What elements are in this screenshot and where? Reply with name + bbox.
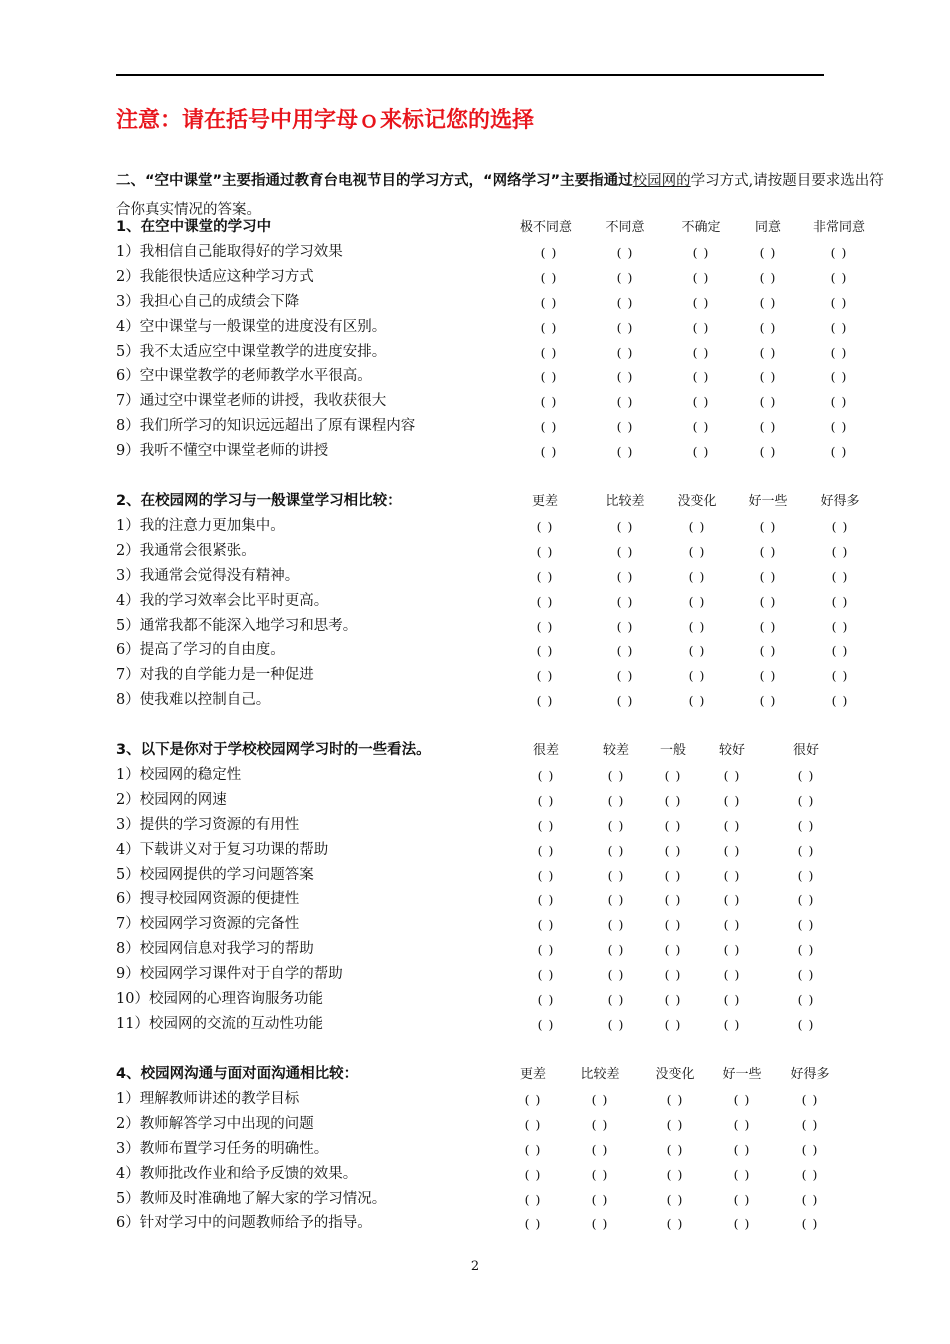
answer-parentheses[interactable]: ( ) — [666, 1091, 684, 1107]
answer-parentheses[interactable]: ( ) — [616, 319, 634, 335]
option-header: 较差 — [602, 743, 630, 758]
answer-parentheses[interactable]: ( ) — [692, 369, 710, 385]
answer-parentheses[interactable]: ( ) — [666, 1166, 684, 1182]
answer-parentheses[interactable]: ( ) — [688, 568, 706, 584]
answer-parentheses[interactable]: ( ) — [591, 1091, 609, 1107]
question-text: 4）教师批改作业和给予反馈的效果。 — [116, 1165, 358, 1182]
option-header: 很差 — [532, 743, 560, 758]
answer-parentheses[interactable]: ( ) — [616, 269, 634, 285]
answer-parentheses[interactable]: ( ) — [733, 1091, 751, 1107]
option-header: 好一些 — [722, 1067, 762, 1082]
answer-parentheses[interactable]: ( ) — [664, 917, 682, 933]
section-header-row — [0, 215, 950, 240]
answer-parentheses[interactable]: ( ) — [759, 593, 777, 609]
answer-parentheses[interactable]: ( ) — [797, 967, 815, 983]
answer-parentheses[interactable]: ( ) — [801, 1141, 819, 1157]
option-header: 很好 — [792, 743, 820, 758]
question-text: 6）搜寻校园网资源的便捷性 — [116, 891, 300, 908]
answer-parentheses[interactable]: ( ) — [692, 344, 710, 360]
answer-parentheses[interactable]: ( ) — [664, 767, 682, 783]
answer-parentheses[interactable]: ( ) — [536, 568, 554, 584]
question-row — [0, 1162, 950, 1187]
answer-parentheses[interactable]: ( ) — [688, 668, 706, 684]
answer-parentheses[interactable]: ( ) — [616, 394, 634, 410]
question-text: 6）针对学习中的问题教师给予的指导。 — [116, 1215, 372, 1232]
answer-parentheses[interactable]: ( ) — [723, 817, 741, 833]
option-header: 同意 — [754, 220, 782, 235]
answer-parentheses[interactable]: ( ) — [540, 319, 558, 335]
answer-parentheses[interactable]: ( ) — [733, 1216, 751, 1232]
question-row — [0, 937, 950, 962]
answer-parentheses[interactable]: ( ) — [759, 269, 777, 285]
question-row — [0, 813, 950, 838]
answer-parentheses[interactable]: ( ) — [537, 942, 555, 958]
section-title: 3、以下是你对于学校校园网学习时的一些看法。 — [116, 742, 431, 758]
answer-parentheses[interactable]: ( ) — [801, 1191, 819, 1207]
option-header: 一般 — [659, 743, 687, 758]
option-header: 更差 — [531, 494, 559, 509]
option-header: 好一些 — [748, 494, 788, 509]
section-title: 4、校园网沟通与面对面沟通相比较： — [116, 1066, 359, 1082]
answer-parentheses[interactable]: ( ) — [688, 543, 706, 559]
question-text: 6）空中课堂教学的老师教学水平很高。 — [116, 368, 372, 385]
answer-parentheses[interactable]: ( ) — [540, 369, 558, 385]
answer-parentheses[interactable]: ( ) — [537, 917, 555, 933]
question-row — [0, 1112, 950, 1137]
answer-parentheses[interactable]: ( ) — [759, 643, 777, 659]
answer-parentheses[interactable]: ( ) — [801, 1091, 819, 1107]
answer-parentheses[interactable]: ( ) — [797, 942, 815, 958]
answer-parentheses[interactable]: ( ) — [524, 1216, 542, 1232]
question-row — [0, 564, 950, 589]
question-text: 8）我们所学习的知识远远超出了原有课程内容 — [116, 418, 416, 435]
answer-parentheses[interactable]: ( ) — [831, 593, 849, 609]
answer-parentheses[interactable]: ( ) — [607, 867, 625, 883]
section-header-row — [0, 738, 950, 763]
answer-parentheses[interactable]: ( ) — [830, 319, 848, 335]
question-row — [0, 788, 950, 813]
answer-parentheses[interactable]: ( ) — [723, 992, 741, 1007]
answer-parentheses[interactable]: ( ) — [616, 693, 634, 709]
question-row — [0, 240, 950, 265]
question-row — [0, 589, 950, 614]
answer-parentheses[interactable]: ( ) — [664, 842, 682, 858]
answer-parentheses[interactable]: ( ) — [831, 668, 849, 684]
answer-parentheses[interactable]: ( ) — [723, 1016, 741, 1032]
question-text: 8）使我难以控制自己。 — [116, 692, 271, 709]
answer-parentheses[interactable]: ( ) — [524, 1116, 542, 1132]
question-text: 1）我的注意力更加集中。 — [116, 517, 285, 534]
answer-parentheses[interactable]: ( ) — [830, 394, 848, 410]
answer-parentheses[interactable]: ( ) — [607, 817, 625, 833]
answer-parentheses[interactable]: ( ) — [723, 917, 741, 933]
answer-parentheses[interactable]: ( ) — [759, 543, 777, 559]
answer-parentheses[interactable]: ( ) — [540, 269, 558, 285]
question-text: 2）教师解答学习中出现的问题 — [116, 1115, 314, 1132]
question-row — [0, 389, 950, 414]
answer-parentheses[interactable]: ( ) — [666, 1116, 684, 1132]
question-row — [0, 514, 950, 539]
answer-parentheses[interactable]: ( ) — [537, 967, 555, 983]
answer-parentheses[interactable]: ( ) — [666, 1141, 684, 1157]
question-text: 2）我能很快适应这种学习方式 — [116, 268, 314, 285]
answer-parentheses[interactable]: ( ) — [524, 1141, 542, 1157]
answer-parentheses[interactable]: ( ) — [537, 992, 555, 1007]
answer-parentheses[interactable]: ( ) — [616, 643, 634, 659]
question-text: 2）我通常会很紧张。 — [116, 542, 256, 559]
answer-parentheses[interactable]: ( ) — [692, 269, 710, 285]
answer-parentheses[interactable]: ( ) — [797, 867, 815, 883]
answer-parentheses[interactable]: ( ) — [797, 767, 815, 783]
question-row — [0, 340, 950, 365]
answer-parentheses[interactable]: ( ) — [664, 942, 682, 958]
answer-parentheses[interactable]: ( ) — [831, 568, 849, 584]
answer-parentheses[interactable]: ( ) — [616, 244, 634, 260]
question-text: 6）提高了学习的自由度。 — [116, 642, 285, 659]
answer-parentheses[interactable]: ( ) — [537, 792, 555, 808]
answer-parentheses[interactable]: ( ) — [616, 618, 634, 634]
answer-parentheses[interactable]: ( ) — [723, 767, 741, 783]
question-row — [0, 290, 950, 315]
answer-parentheses[interactable]: ( ) — [540, 444, 558, 460]
section-title: 2、在校园网的学习与一般课堂学习相比较： — [116, 493, 402, 509]
answer-parentheses[interactable]: ( ) — [616, 294, 634, 310]
answer-parentheses[interactable]: ( ) — [723, 942, 741, 958]
answer-parentheses[interactable]: ( ) — [759, 419, 777, 435]
answer-parentheses[interactable]: ( ) — [723, 842, 741, 858]
answer-parentheses[interactable]: ( ) — [536, 518, 554, 534]
answer-parentheses[interactable]: ( ) — [536, 643, 554, 659]
question-text: 5）校园网提供的学习问题答案 — [116, 866, 314, 883]
question-row — [0, 688, 950, 713]
question-text: 3）提供的学习资源的有用性 — [116, 816, 300, 833]
question-text: 3）教师布置学习任务的明确性。 — [116, 1140, 329, 1157]
answer-parentheses[interactable]: ( ) — [759, 244, 777, 260]
option-header: 好得多 — [820, 494, 860, 509]
option-header: 比较差 — [580, 1067, 620, 1082]
answer-parentheses[interactable]: ( ) — [537, 892, 555, 908]
answer-parentheses[interactable]: ( ) — [607, 967, 625, 983]
answer-parentheses[interactable]: ( ) — [831, 543, 849, 559]
question-row — [0, 1187, 950, 1212]
answer-parentheses[interactable]: ( ) — [759, 344, 777, 360]
answer-parentheses[interactable]: ( ) — [524, 1191, 542, 1207]
answer-parentheses[interactable]: ( ) — [759, 668, 777, 684]
option-header: 极不同意 — [519, 220, 573, 235]
answer-parentheses[interactable]: ( ) — [688, 693, 706, 709]
answer-parentheses[interactable]: ( ) — [733, 1116, 751, 1132]
answer-parentheses[interactable]: ( ) — [607, 917, 625, 933]
answer-parentheses[interactable]: ( ) — [540, 394, 558, 410]
answer-parentheses[interactable]: ( ) — [830, 294, 848, 310]
question-row — [0, 1211, 950, 1236]
answer-parentheses[interactable]: ( ) — [666, 1216, 684, 1232]
option-header: 不确定 — [681, 220, 721, 235]
answer-parentheses[interactable]: ( ) — [723, 792, 741, 808]
answer-parentheses[interactable]: ( ) — [616, 518, 634, 534]
answer-parentheses[interactable]: ( ) — [801, 1216, 819, 1232]
section-title: 1、在空中课堂的学习中 — [116, 219, 272, 235]
answer-parentheses[interactable]: ( ) — [607, 942, 625, 958]
question-text: 1）校园网的稳定性 — [116, 766, 242, 783]
answer-parentheses[interactable]: ( ) — [723, 867, 741, 883]
question-row — [0, 315, 950, 340]
answer-parentheses[interactable]: ( ) — [537, 867, 555, 883]
answer-parentheses[interactable]: ( ) — [607, 842, 625, 858]
question-row — [0, 763, 950, 788]
answer-parentheses[interactable]: ( ) — [616, 344, 634, 360]
option-header: 好得多 — [790, 1067, 830, 1082]
answer-parentheses[interactable]: ( ) — [830, 269, 848, 285]
option-header: 不同意 — [605, 220, 645, 235]
question-text: 5）我不太适应空中课堂教学的进度安排。 — [116, 343, 387, 360]
question-text: 7）校园网学习资源的完备性 — [116, 916, 300, 933]
question-text: 1）我相信自己能取得好的学习效果 — [116, 243, 343, 260]
answer-parentheses[interactable]: ( ) — [831, 618, 849, 634]
question-text: 10）校园网的心理咨询服务功能 — [116, 991, 323, 1007]
question-row — [0, 265, 950, 290]
answer-parentheses[interactable]: ( ) — [666, 1191, 684, 1207]
answer-parentheses[interactable]: ( ) — [830, 444, 848, 460]
answer-parentheses[interactable]: ( ) — [616, 419, 634, 435]
answer-parentheses[interactable]: ( ) — [536, 618, 554, 634]
intro-rest: 学习方式,请按题目要求选出符合你真实情况的答案。 — [116, 173, 884, 218]
answer-parentheses[interactable]: ( ) — [797, 1016, 815, 1032]
answer-parentheses[interactable]: ( ) — [607, 1016, 625, 1032]
question-row — [0, 1137, 950, 1162]
answer-parentheses[interactable]: ( ) — [692, 244, 710, 260]
question-text: 1）理解教师讲述的教学目标 — [116, 1090, 300, 1107]
answer-parentheses[interactable]: ( ) — [733, 1166, 751, 1182]
answer-parentheses[interactable]: ( ) — [759, 394, 777, 410]
answer-parentheses[interactable]: ( ) — [688, 593, 706, 609]
answer-parentheses[interactable]: ( ) — [524, 1166, 542, 1182]
answer-parentheses[interactable]: ( ) — [733, 1191, 751, 1207]
answer-parentheses[interactable]: ( ) — [616, 369, 634, 385]
answer-parentheses[interactable]: ( ) — [536, 693, 554, 709]
question-text: 3）我担心自己的成绩会下降 — [116, 293, 300, 310]
answer-parentheses[interactable]: ( ) — [797, 992, 815, 1007]
answer-parentheses[interactable]: ( ) — [723, 967, 741, 983]
answer-parentheses[interactable]: ( ) — [616, 593, 634, 609]
answer-parentheses[interactable]: ( ) — [616, 668, 634, 684]
question-row — [0, 912, 950, 937]
section-header-row — [0, 1062, 950, 1087]
answer-parentheses[interactable]: ( ) — [830, 419, 848, 435]
answer-parentheses[interactable]: ( ) — [830, 244, 848, 260]
question-row — [0, 614, 950, 639]
answer-parentheses[interactable]: ( ) — [664, 892, 682, 908]
question-text: 5）教师及时准确地了解大家的学习情况。 — [116, 1190, 387, 1207]
answer-parentheses[interactable]: ( ) — [537, 767, 555, 783]
answer-parentheses[interactable]: ( ) — [759, 693, 777, 709]
option-header: 非常同意 — [812, 220, 866, 235]
question-row — [0, 887, 950, 912]
answer-parentheses[interactable]: ( ) — [692, 419, 710, 435]
answer-parentheses[interactable]: ( ) — [664, 792, 682, 808]
answer-parentheses[interactable]: ( ) — [830, 344, 848, 360]
answer-parentheses[interactable]: ( ) — [536, 543, 554, 559]
question-text: 4）空中课堂与一般课堂的进度没有区别。 — [116, 318, 387, 335]
option-header: 比较差 — [605, 494, 645, 509]
intro-underlined: 校园网的 — [632, 173, 691, 189]
answer-parentheses[interactable]: ( ) — [692, 294, 710, 310]
question-row — [0, 638, 950, 663]
section-header-row — [0, 489, 950, 514]
question-text: 4）我的学习效率会比平时更高。 — [116, 592, 329, 609]
intro-bold: 二、“空中课堂”主要指通过教育台电视节目的学习方式，“网络学习”主要指通过 — [116, 173, 633, 189]
question-text: 11）校园网的交流的互动性功能 — [116, 1015, 323, 1032]
option-header: 没变化 — [655, 1067, 695, 1082]
answer-parentheses[interactable]: ( ) — [664, 1016, 682, 1032]
answer-parentheses[interactable]: ( ) — [536, 668, 554, 684]
answer-parentheses[interactable]: ( ) — [540, 294, 558, 310]
answer-parentheses[interactable]: ( ) — [616, 444, 634, 460]
question-row — [0, 663, 950, 688]
answer-parentheses[interactable]: ( ) — [801, 1166, 819, 1182]
option-header: 更差 — [519, 1067, 547, 1082]
question-row — [0, 414, 950, 439]
answer-parentheses[interactable]: ( ) — [759, 444, 777, 460]
answer-parentheses[interactable]: ( ) — [692, 394, 710, 410]
top-rule — [116, 74, 824, 76]
answer-parentheses[interactable]: ( ) — [524, 1091, 542, 1107]
answer-parentheses[interactable]: ( ) — [692, 444, 710, 460]
question-row — [0, 987, 950, 1012]
answer-parentheses[interactable]: ( ) — [759, 369, 777, 385]
answer-parentheses[interactable]: ( ) — [733, 1141, 751, 1157]
answer-parentheses[interactable]: ( ) — [537, 842, 555, 858]
answer-parentheses[interactable]: ( ) — [692, 319, 710, 335]
answer-parentheses[interactable]: ( ) — [591, 1116, 609, 1132]
answer-parentheses[interactable]: ( ) — [759, 518, 777, 534]
answer-parentheses[interactable]: ( ) — [688, 618, 706, 634]
question-row — [0, 364, 950, 389]
answer-parentheses[interactable]: ( ) — [759, 568, 777, 584]
answer-parentheses[interactable]: ( ) — [797, 817, 815, 833]
question-text: 2）校园网的网速 — [116, 791, 227, 808]
question-row — [0, 962, 950, 987]
question-row — [0, 838, 950, 863]
answer-parentheses[interactable]: ( ) — [664, 967, 682, 983]
answer-parentheses[interactable]: ( ) — [797, 917, 815, 933]
option-header: 没变化 — [677, 494, 717, 509]
answer-parentheses[interactable]: ( ) — [591, 1191, 609, 1207]
question-row — [0, 863, 950, 888]
answer-parentheses[interactable]: ( ) — [591, 1216, 609, 1232]
answer-parentheses[interactable]: ( ) — [616, 568, 634, 584]
answer-parentheses[interactable]: ( ) — [607, 892, 625, 908]
question-text: 3）我通常会觉得没有精神。 — [116, 567, 300, 584]
option-header: 较好 — [718, 743, 746, 758]
answer-parentheses[interactable]: ( ) — [540, 244, 558, 260]
answer-parentheses[interactable]: ( ) — [591, 1166, 609, 1182]
answer-parentheses[interactable]: ( ) — [664, 992, 682, 1007]
question-row — [0, 439, 950, 464]
answer-parentheses[interactable]: ( ) — [591, 1141, 609, 1157]
question-text: 9）我听不懂空中课堂老师的讲授 — [116, 443, 329, 460]
answer-parentheses[interactable]: ( ) — [797, 892, 815, 908]
question-row — [0, 539, 950, 564]
answer-parentheses[interactable]: ( ) — [664, 817, 682, 833]
answer-parentheses[interactable]: ( ) — [797, 842, 815, 858]
answer-parentheses[interactable]: ( ) — [831, 693, 849, 709]
answer-parentheses[interactable]: ( ) — [537, 1016, 555, 1032]
question-row — [0, 1087, 950, 1112]
answer-parentheses[interactable]: ( ) — [830, 369, 848, 385]
question-text: 4）下载讲义对于复习功课的帮助 — [116, 841, 329, 858]
question-row — [0, 1012, 950, 1037]
answer-parentheses[interactable]: ( ) — [540, 344, 558, 360]
notice-heading: 注意：请在括号中用字母ｏ来标记您的选择 — [116, 108, 535, 133]
question-text: 7）通过空中课堂老师的讲授，我收获很大 — [116, 393, 387, 410]
answer-parentheses[interactable]: ( ) — [540, 419, 558, 435]
question-text: 8）校园网信息对我学习的帮助 — [116, 941, 314, 958]
answer-parentheses[interactable]: ( ) — [723, 892, 741, 908]
question-text: 5）通常我都不能深入地学习和思考。 — [116, 617, 358, 634]
answer-parentheses[interactable]: ( ) — [537, 817, 555, 833]
answer-parentheses[interactable]: ( ) — [831, 518, 849, 534]
answer-parentheses[interactable]: ( ) — [616, 543, 634, 559]
answer-parentheses[interactable]: ( ) — [797, 792, 815, 808]
answer-parentheses[interactable]: ( ) — [759, 319, 777, 335]
question-text: 9）校园网学习课件对于自学的帮助 — [116, 966, 343, 983]
answer-parentheses[interactable]: ( ) — [688, 643, 706, 659]
answer-parentheses[interactable]: ( ) — [607, 992, 625, 1007]
answer-parentheses[interactable]: ( ) — [759, 294, 777, 310]
page-number: 2 — [470, 1259, 480, 1274]
answer-parentheses[interactable]: ( ) — [664, 867, 682, 883]
answer-parentheses[interactable]: ( ) — [688, 518, 706, 534]
answer-parentheses[interactable]: ( ) — [607, 767, 625, 783]
answer-parentheses[interactable]: ( ) — [801, 1116, 819, 1132]
answer-parentheses[interactable]: ( ) — [607, 792, 625, 808]
answer-parentheses[interactable]: ( ) — [536, 593, 554, 609]
answer-parentheses[interactable]: ( ) — [759, 618, 777, 634]
answer-parentheses[interactable]: ( ) — [831, 643, 849, 659]
question-text: 7）对我的自学能力是一种促进 — [116, 667, 314, 684]
